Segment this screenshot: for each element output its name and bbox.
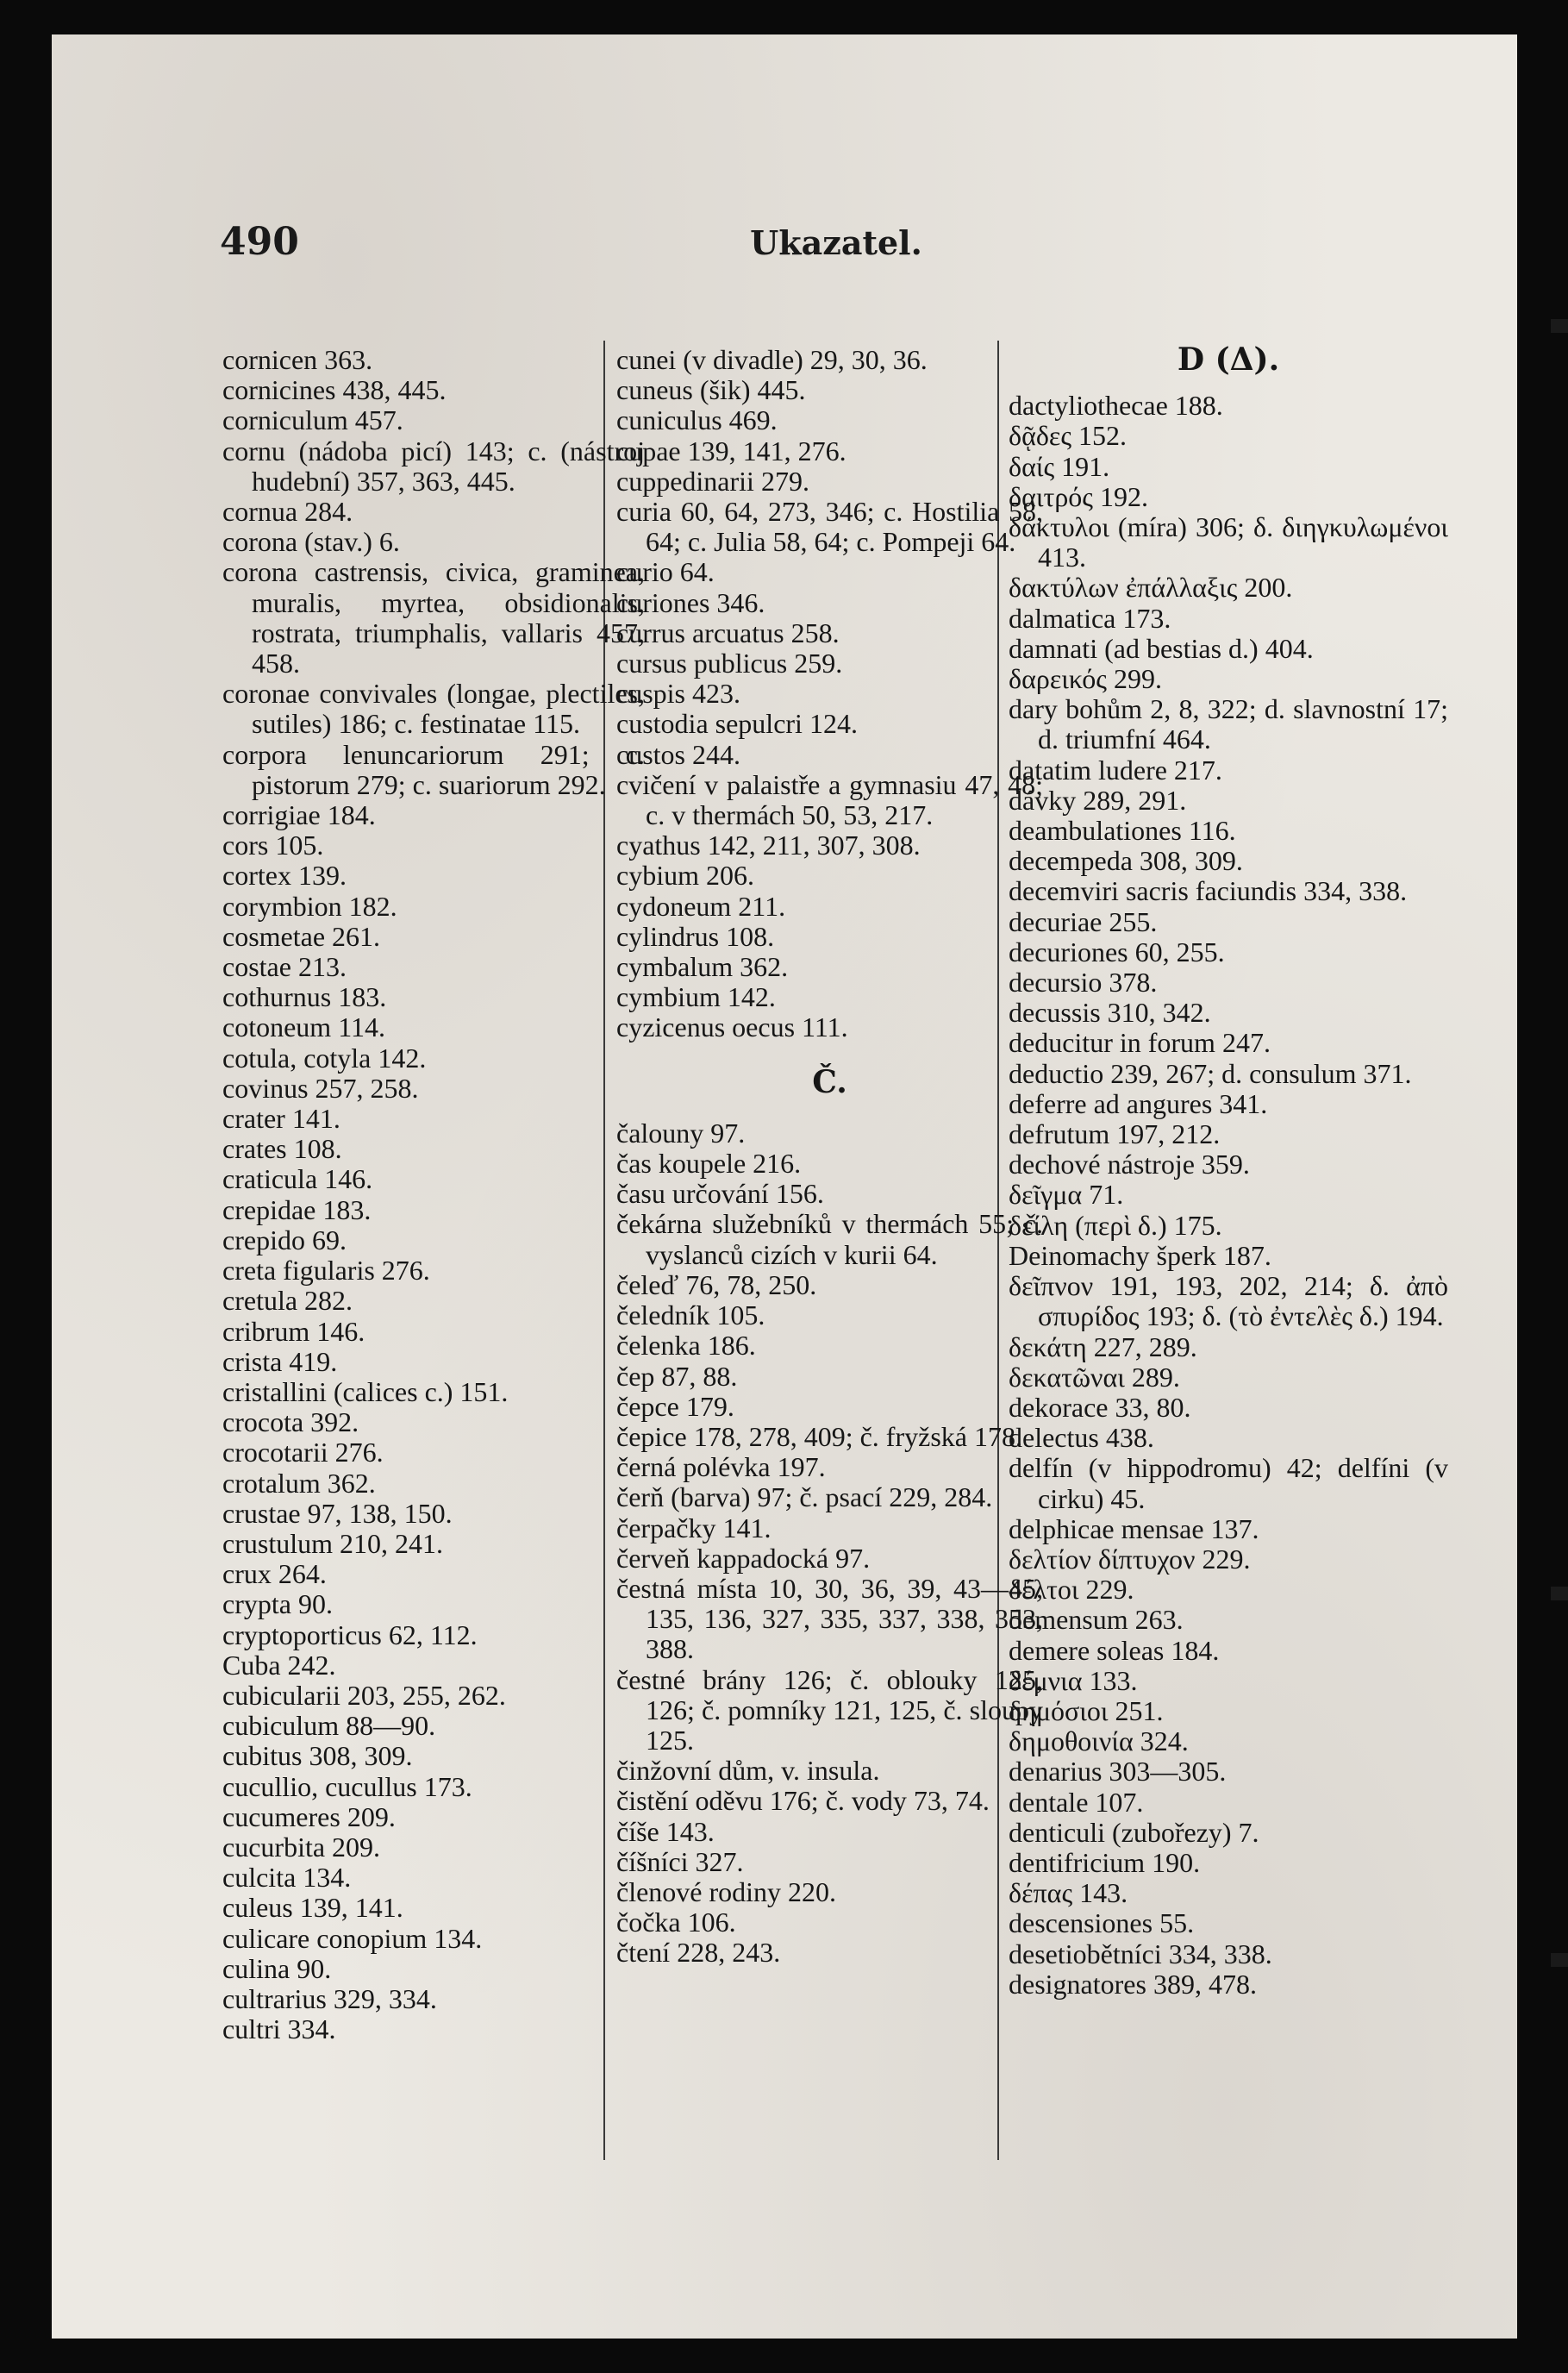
index-entry: cuneus (šik) 445. (616, 374, 806, 406)
index-entry: dary bohům 2, 8, 322; d. slavnostní 17; d. triumfní 464. (1009, 693, 1448, 755)
index-entry: delectus 438. (1009, 1422, 1154, 1454)
index-entry: cursus publicus 259. (616, 648, 843, 679)
index-entry: crux 264. (222, 1558, 327, 1590)
section-letter: Č. (812, 1063, 847, 1100)
index-entry: custodia sepulcri 124. (616, 708, 858, 740)
index-entry: dávky 289, 291. (1009, 784, 1187, 816)
index-entry: času určování 156. (616, 1178, 824, 1210)
index-entry: cydoneum 211. (616, 890, 786, 922)
scan-edge-mark (1551, 319, 1568, 333)
index-entry: čas koupele 216. (616, 1148, 802, 1180)
index-entry: cornicen 363. (222, 344, 373, 375)
index-entry: cubitus 308, 309. (222, 1740, 413, 1772)
index-entry: culeus 139, 141. (222, 1892, 403, 1924)
index-entry: cucullio, cucullus 173. (222, 1770, 472, 1802)
page-header (220, 220, 1452, 272)
index-entry: cucumeres 209. (222, 1800, 396, 1832)
index-entry: decursio 378. (1009, 967, 1158, 999)
index-entry: cortex 139. (222, 860, 347, 892)
index-entry: δέλτοι 229. (1009, 1574, 1134, 1606)
index-entry: decuriones 60, 255. (1009, 936, 1225, 967)
index-entry: decuriae 255. (1009, 905, 1158, 937)
index-entry: damnati (ad bestias d.) 404. (1009, 632, 1314, 664)
index-entry: δαιτρός 192. (1009, 480, 1148, 512)
index-entry: dentifricium 190. (1009, 1846, 1201, 1878)
index-entry: δακτύλων ἐπάλλαξις 200. (1009, 572, 1293, 604)
index-entry: cultri 334. (222, 2013, 336, 2045)
index-entry: designatores 389, 478. (1009, 1968, 1257, 2000)
index-entry: čepce 179. (616, 1390, 734, 1422)
index-entry: crepido 69. (222, 1224, 347, 1255)
index-entry: dekorace 33, 80. (1009, 1391, 1191, 1423)
index-entry: cymbium 142. (616, 981, 776, 1013)
index-entry: Deinomachy šperk 187. (1009, 1239, 1271, 1271)
index-entry: cotoneum 114. (222, 1011, 385, 1043)
index-entry: cubiculum 88—90. (222, 1710, 436, 1742)
index-entry: craticula 146. (222, 1163, 373, 1195)
index-entry: čtení 228, 243. (616, 1937, 781, 1969)
index-entry: crocotarii 276. (222, 1437, 384, 1468)
index-entry: δέμνια 133. (1009, 1664, 1138, 1696)
index-entry: Cuba 242. (222, 1649, 336, 1681)
index-column-3 (1009, 341, 1448, 2000)
index-entry: culina 90. (222, 1952, 332, 1984)
index-entry: δημόσιοι 251. (1009, 1694, 1164, 1726)
index-entry: δᾷδες 152. (1009, 420, 1128, 452)
index-entry: crista 419. (222, 1345, 338, 1377)
index-entry: čistění oděvu 176; č. vody 73, 74. (616, 1785, 990, 1817)
index-entry: dactyliothecae 188. (1009, 390, 1223, 422)
index-entry: δεκάτη 227, 289. (1009, 1331, 1197, 1362)
index-entry: corniculum 457. (222, 404, 403, 436)
index-entry: deferre ad angures 341. (1009, 1087, 1268, 1119)
index-entry: crepidae 183. (222, 1193, 372, 1225)
index-entry: demere soleas 184. (1009, 1634, 1220, 1666)
index-entry: černá polévka 197. (616, 1451, 826, 1483)
index-entry: custos 244. (616, 738, 740, 770)
index-entry: cyathus 142, 211, 307, 308. (616, 830, 921, 861)
index-entry: čestná místa 10, 30, 36, 39, 43—45, 135, 136, 327, 335, 337, 338, 353, 388. (616, 1572, 1043, 1665)
index-entry: δεῖγμα 71. (1009, 1179, 1124, 1211)
index-entry: cymbalum 362. (616, 951, 789, 983)
index-entry: čočka 106. (616, 1907, 736, 1938)
index-entry: crustae 97, 138, 150. (222, 1497, 453, 1529)
index-entry: cryptoporticus 62, 112. (222, 1619, 478, 1650)
index-entry: dalmatica 173. (1009, 602, 1171, 634)
index-entry: čekárna služebníků v thermách 55; č. vyslanců cizích v kurii 64. (616, 1208, 1043, 1270)
index-entry: curio 64. (616, 556, 715, 588)
index-entry: činžovní dům, v. insula. (616, 1755, 880, 1787)
index-entry: culicare conopium 134. (222, 1922, 483, 1954)
index-entry: čalouny 97. (616, 1117, 746, 1149)
index-entry: cuspis 423. (616, 678, 740, 710)
running-title: Ukazatel. (750, 223, 922, 262)
index-column-2 (616, 345, 1043, 1969)
section-letter: D (Δ). (1177, 341, 1280, 378)
index-entry: crocota 392. (222, 1406, 359, 1438)
index-entry: covinus 257, 258. (222, 1072, 419, 1104)
index-entry: delfín (v hippodromu) 42; delfíni (v cirku) 45. (1009, 1452, 1448, 1514)
index-entry: δάκτυλοι (míra) 306; δ. διηγκυλωμένοι 413. (1009, 511, 1448, 573)
index-entry: crates 108. (222, 1133, 342, 1165)
index-entry: cyzicenus oecus 111. (616, 1011, 848, 1043)
index-entry: crotalum 362. (222, 1467, 376, 1499)
index-entry: desetiobětníci 334, 338. (1009, 1938, 1272, 1969)
index-entry: cretula 282. (222, 1285, 353, 1317)
index-entry: crater 141. (222, 1103, 340, 1135)
index-entry: čep 87, 88. (616, 1360, 738, 1392)
index-entry: denarius 303—305. (1009, 1756, 1227, 1788)
index-entry: členové rodiny 220. (616, 1875, 837, 1907)
index-entry: corpora lenuncariorum 291; c. pistorum 279; c. suariorum 292. (222, 738, 645, 800)
index-entry: culcita 134. (222, 1862, 352, 1894)
index-entry: cubicularii 203, 255, 262. (222, 1679, 506, 1711)
index-entry: δέπας 143. (1009, 1877, 1128, 1909)
index-entry: δεκατῶναι 289. (1009, 1361, 1180, 1393)
scan-edge-mark (1551, 1953, 1568, 1967)
book-page (52, 34, 1517, 2339)
index-entry: číšníci 327. (616, 1845, 744, 1877)
index-entry: cribrum 146. (222, 1315, 365, 1347)
index-entry: curia 60, 64, 273, 346; c. Hostilia 58, 64; c. Julia 58, 64; c. Pompeji 64. (616, 496, 1043, 558)
index-entry: descensiones 55. (1009, 1907, 1195, 1939)
index-entry: cothurnus 183. (222, 981, 387, 1013)
index-entry: currus arcuatus 258. (616, 617, 840, 648)
index-entry: crypta 90. (222, 1588, 333, 1620)
index-entry: čestné brány 126; č. oblouky 125, 126; č. pomníky 121, 125, č. sloupy 125. (616, 1663, 1043, 1756)
index-entry: creta figularis 276. (222, 1255, 430, 1287)
index-entry: costae 213. (222, 951, 347, 983)
index-entry: corymbion 182. (222, 890, 397, 922)
index-entry: cylindrus 108. (616, 920, 775, 952)
index-entry: corona castrensis, civica, graminea, muralis, myrtea, obsidionalis, rostrata, triumphalis, vallaris 457, 458. (222, 556, 645, 679)
index-entry: denticuli (zubořezy) 7. (1009, 1816, 1259, 1848)
index-entry: čeledník 105. (616, 1299, 765, 1331)
index-entry: coronae convivales (longae, plectiles, sutiles) 186; c. festinatae 115. (222, 678, 645, 740)
index-entry: δαρεικός 299. (1009, 663, 1162, 695)
index-entry: cybium 206. (616, 860, 754, 892)
index-entry: decemviri sacris faciundis 334, 338. (1009, 875, 1408, 907)
index-entry: číše 143. (616, 1815, 715, 1847)
index-entry: datatim ludere 217. (1009, 754, 1222, 786)
index-entry: δαίς 191. (1009, 450, 1110, 482)
index-entry: corrigiae 184. (222, 799, 376, 831)
index-entry: čeleď 76, 78, 250. (616, 1268, 817, 1300)
index-entry: cupae 139, 141, 276. (616, 435, 846, 466)
index-entry: deductio 239, 267; d. consulum 371. (1009, 1057, 1412, 1089)
index-entry: delphicae mensae 137. (1009, 1512, 1259, 1544)
index-entry: cuniculus 469. (616, 404, 778, 436)
index-entry: δημοθοινία 324. (1009, 1725, 1189, 1757)
index-entry: defrutum 197, 212. (1009, 1118, 1221, 1150)
index-entry: cristallini (calices c.) 151. (222, 1375, 509, 1407)
index-entry: cultrarius 329, 334. (222, 1982, 437, 2014)
index-entry: decempeda 308, 309. (1009, 845, 1243, 877)
index-entry: cornua 284. (222, 496, 353, 528)
index-entry: cuppedinarii 279. (616, 465, 809, 497)
index-entry: čerň (barva) 97; č. psací 229, 284. (616, 1481, 993, 1513)
index-entry: cornicines 438, 445. (222, 374, 447, 406)
index-column-1 (222, 345, 645, 2044)
index-entry: čepice 178, 278, 409; č. fryžská 178. (616, 1420, 1022, 1452)
index-entry: cvičení v palaistře a gymnasiu 47, 48; c. v thermách 50, 53, 217. (616, 768, 1043, 831)
index-entry: dechové nástroje 359. (1009, 1149, 1250, 1180)
page-number: 490 (220, 220, 299, 264)
index-entry: dentale 107. (1009, 1786, 1144, 1818)
index-entry: cunei (v divadle) 29, 30, 36. (616, 344, 928, 375)
index-entry: čerpačky 141. (616, 1512, 772, 1543)
index-entry: čelenka 186. (616, 1330, 756, 1362)
index-entry: curiones 346. (616, 586, 765, 618)
index-entry: deducitur in forum 247. (1009, 1027, 1271, 1059)
index-entry: cosmetae 261. (222, 920, 381, 952)
scan-edge-mark (1551, 1587, 1568, 1600)
index-entry: decussis 310, 342. (1009, 997, 1211, 1029)
index-entry: crustulum 210, 241. (222, 1527, 443, 1559)
index-entry: cors 105. (222, 830, 324, 861)
index-entry: corona (stav.) 6. (222, 526, 400, 558)
index-entry: cornu (nádoba picí) 143; c. (nástroj hudební) 357, 363, 445. (222, 435, 645, 497)
index-entry: deambulationes 116. (1009, 815, 1236, 847)
index-entry: δελτίον δίπτυχον 229. (1009, 1543, 1251, 1575)
index-entry: cucurbita 209. (222, 1831, 381, 1863)
index-entry: δεῖπνον 191, 193, 202, 214; δ. ἀπὸ σπυρίδος 193; δ. (τὸ ἐντελὲς δ.) 194. (1009, 1270, 1448, 1332)
index-entry: červeň kappadocká 97. (616, 1542, 871, 1574)
index-entry: cotula, cotyla 142. (222, 1042, 427, 1074)
index-entry: δείλη (περὶ δ.) 175. (1009, 1209, 1222, 1241)
index-entry: demensum 263. (1009, 1604, 1184, 1636)
